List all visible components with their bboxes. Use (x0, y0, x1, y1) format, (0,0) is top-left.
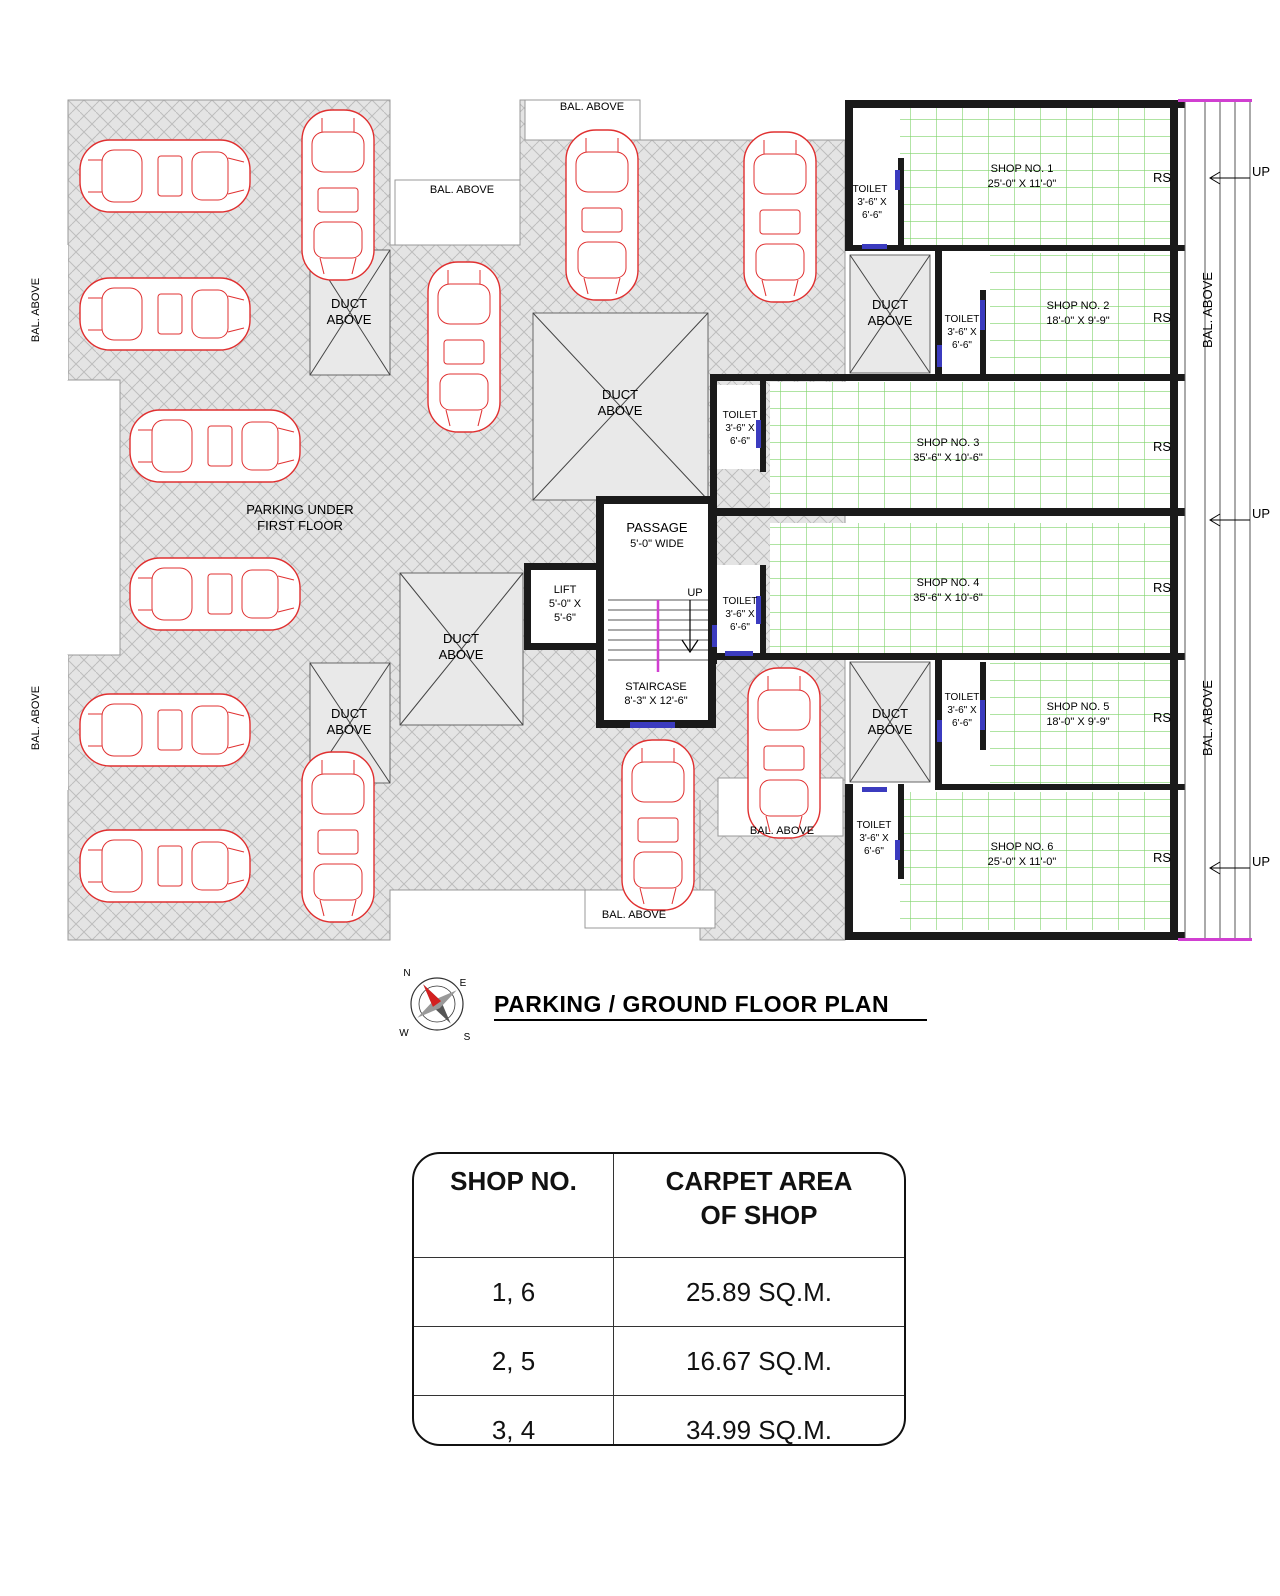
shop-3-name: SHOP NO. 3 (916, 437, 980, 449)
table-header-shop: SHOP NO. (414, 1154, 614, 1258)
balcony-label-right-lower: BAL. ABOVE (1200, 680, 1215, 756)
svg-text:6'-6": 6'-6" (864, 846, 884, 857)
shop-4-name: SHOP NO. 4 (916, 577, 980, 589)
duct-label-6b: ABOVE (867, 722, 913, 737)
duct-label-3b: ABOVE (438, 647, 484, 662)
balcony-label-left-upper: BAL. ABOVE (30, 277, 42, 343)
duct-label-5b: ABOVE (867, 313, 913, 328)
shop-5-size: 18'-0" X 9'-9" (1046, 716, 1110, 728)
staircase-label-2: 8'-3" X 12'-6" (624, 695, 688, 707)
stair-door (630, 722, 675, 728)
svg-text:S: S (463, 1032, 471, 1043)
car-h-3 (130, 410, 300, 482)
duct-label-4b: ABOVE (326, 722, 372, 737)
svg-text:TOILET: TOILET (856, 820, 892, 831)
table-header-area-line2: OF SHOP (700, 1200, 818, 1230)
lift-label-1: LIFT (553, 584, 577, 596)
passage-label-1: PASSAGE (626, 520, 688, 535)
rs-label-3: RS (1152, 439, 1172, 454)
compass-icon (399, 968, 470, 1043)
stair-up-label: UP (687, 587, 703, 599)
carpet-area-table (412, 1152, 906, 1446)
entry-up-3: UP (1251, 854, 1271, 869)
car-h-1 (80, 140, 250, 212)
car-h-5 (80, 694, 250, 766)
shop-3-size: 35'-6" X 10'-6" (913, 452, 983, 464)
rs-label-1: RS (1152, 170, 1172, 185)
svg-text:TOILET: TOILET (944, 314, 980, 325)
table-cell-shop: 3, 4 (414, 1396, 614, 1447)
balcony-label-right-upper: BAL. ABOVE (1200, 272, 1215, 348)
balcony-label-left-lower: BAL. ABOVE (30, 685, 42, 751)
svg-text:TOILET: TOILET (852, 184, 888, 195)
car-v-7 (748, 668, 820, 838)
svg-text:3'-6" X: 3'-6" X (725, 423, 755, 434)
rs-label-4: RS (1152, 580, 1172, 595)
entry-arrows (1210, 172, 1250, 874)
shop-1-name: SHOP NO. 1 (990, 163, 1054, 175)
balcony-label-bottom: BAL. ABOVE (601, 909, 667, 921)
table-cell-shop: 1, 6 (414, 1258, 614, 1327)
duct-label-1a: DUCT (330, 296, 368, 311)
car-h-6 (80, 830, 250, 902)
car-v-3 (566, 130, 638, 300)
balcony-label-mid: BAL. ABOVE (429, 184, 495, 196)
car-v-6 (622, 740, 694, 910)
table-header-area (614, 1154, 905, 1258)
duct-label-2b: ABOVE (597, 403, 643, 418)
duct-label-4a: DUCT (330, 706, 368, 721)
svg-text:3'-6" X: 3'-6" X (859, 833, 889, 844)
table-header-row (414, 1154, 904, 1258)
duct-label-6a: DUCT (871, 706, 909, 721)
shop-1-size: 25'-0" X 11'-0" (987, 178, 1057, 190)
car-v-1 (302, 110, 374, 280)
rs-label-2: RS (1152, 310, 1172, 325)
shop-2-floor (990, 253, 1178, 374)
parking-label-line1: PARKING UNDER (246, 502, 354, 517)
car-v-5 (302, 752, 374, 922)
staircase-label-1: STAIRCASE (625, 681, 687, 693)
table-cell-area: 25.89 SQ.M. (614, 1258, 905, 1327)
svg-text:6'-6": 6'-6" (952, 340, 972, 351)
table-header-area-line1: CARPET AREA (665, 1166, 853, 1196)
table-row (414, 1258, 904, 1327)
svg-text:TOILET: TOILET (722, 596, 758, 607)
car-v-4 (744, 132, 816, 302)
parking-label-line2: FIRST FLOOR (257, 518, 343, 533)
car-v-2 (428, 262, 500, 432)
svg-text:3'-6" X: 3'-6" X (947, 327, 977, 338)
duct-label-3a: DUCT (442, 631, 480, 646)
shop-5-name: SHOP NO. 5 (1046, 701, 1110, 713)
entry-up-1: UP (1251, 164, 1271, 179)
duct-label-1b: ABOVE (326, 312, 372, 327)
railing-bottom (1178, 938, 1252, 941)
plan-title: PARKING / GROUND FLOOR PLAN (494, 991, 890, 1017)
svg-text:6'-6": 6'-6" (862, 210, 882, 221)
rs-label-6: RS (1152, 850, 1172, 865)
passage-label-2: 5'-0" WIDE (630, 538, 684, 550)
duct-label-2a: DUCT (601, 387, 639, 402)
svg-text:3'-6" X: 3'-6" X (947, 705, 977, 716)
table-cell-area: 16.67 SQ.M. (614, 1327, 905, 1396)
rs-label-5: RS (1152, 710, 1172, 725)
svg-text:6'-6": 6'-6" (952, 718, 972, 729)
svg-text:3'-6" X: 3'-6" X (857, 197, 887, 208)
shop-1-floor (900, 108, 1178, 246)
svg-text:6'-6": 6'-6" (730, 622, 750, 633)
railing-top (1178, 99, 1252, 102)
table-row (414, 1396, 904, 1447)
car-h-2 (80, 278, 250, 350)
shop-4-size: 35'-6" X 10'-6" (913, 592, 983, 604)
shop-6-size: 25'-0" X 11'-0" (987, 856, 1057, 868)
shop-6-name: SHOP NO. 6 (990, 841, 1054, 853)
duct-label-5a: DUCT (871, 297, 909, 312)
svg-text:6'-6": 6'-6" (730, 436, 750, 447)
table-cell-area: 34.99 SQ.M. (614, 1396, 905, 1447)
car-h-4 (130, 558, 300, 630)
svg-text:W: W (399, 1028, 409, 1039)
svg-text:TOILET: TOILET (944, 692, 980, 703)
table-cell-shop: 2, 5 (414, 1327, 614, 1396)
svg-text:TOILET: TOILET (722, 410, 758, 421)
lift-label-3: 5'-6" (554, 612, 576, 624)
lift-label-2: 5'-0" X (548, 598, 582, 610)
table-row (414, 1327, 904, 1396)
entry-up-2: UP (1251, 506, 1271, 521)
balcony-label-lower-right: BAL. ABOVE (749, 825, 815, 837)
balcony-label-top: BAL. ABOVE (559, 101, 625, 113)
shop-2-size: 18'-0" X 9'-9" (1046, 315, 1110, 327)
shop-2-name: SHOP NO. 2 (1046, 300, 1110, 312)
svg-text:N: N (403, 968, 411, 979)
svg-text:3'-6" X: 3'-6" X (725, 609, 755, 620)
svg-text:E: E (459, 978, 467, 989)
